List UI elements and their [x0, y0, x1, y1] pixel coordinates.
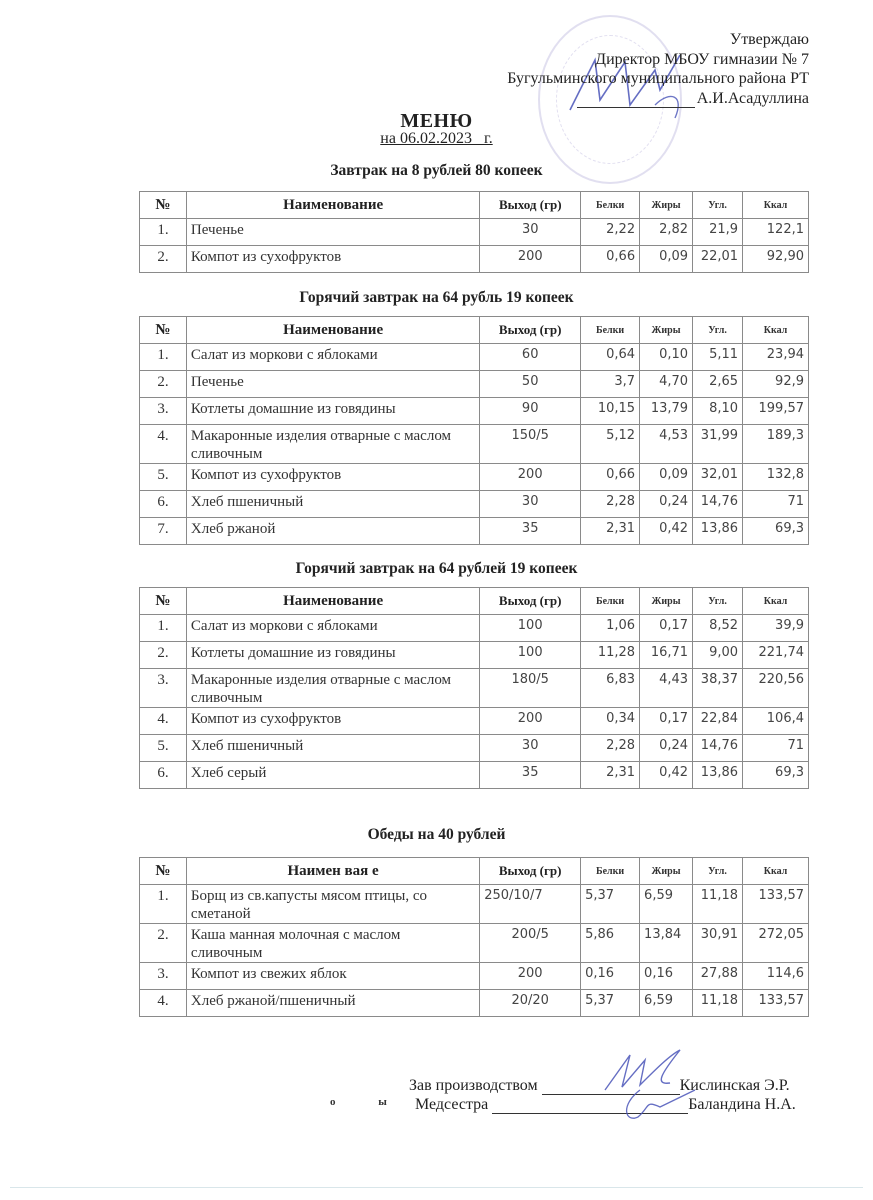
item-name: Хлеб пшеничный	[186, 735, 479, 762]
item-kcal: 69,3	[743, 518, 809, 545]
row-number: 2.	[140, 371, 187, 398]
col-num: №	[140, 858, 187, 885]
item-fat: 4,43	[640, 669, 693, 708]
item-yield: 50	[480, 371, 581, 398]
row-number: 3.	[140, 963, 187, 990]
item-carbs: 38,37	[693, 669, 743, 708]
approval-line-3: Бугульминского муниципального района РТ	[507, 70, 809, 87]
row-number: 6.	[140, 762, 187, 789]
item-kcal: 69,3	[743, 762, 809, 789]
director-name: А.И.Асадуллина	[696, 89, 809, 107]
table-row	[140, 990, 809, 1017]
item-carbs: 11,18	[693, 990, 743, 1017]
section-title-hot-breakfast-2: Горячий завтрак на 64 рублей 19 копеек	[295, 560, 578, 577]
item-name: Компот из свежих яблок	[186, 963, 479, 990]
row-number: 4.	[140, 990, 187, 1017]
table-row	[140, 344, 809, 371]
item-carbs: 32,01	[693, 464, 743, 491]
menu-table-breakfast	[139, 191, 809, 273]
item-kcal: 71	[743, 735, 809, 762]
col-carbs: Угл.	[693, 317, 743, 344]
col-protein: Белки	[581, 192, 640, 219]
table-row	[140, 518, 809, 545]
item-yield: 100	[480, 642, 581, 669]
table-row	[140, 615, 809, 642]
table-row	[140, 398, 809, 425]
item-yield: 35	[480, 762, 581, 789]
col-yield: Выход (гр)	[480, 858, 581, 885]
item-yield: 200	[480, 464, 581, 491]
item-name: Печенье	[186, 219, 479, 246]
item-protein: 2,28	[581, 491, 640, 518]
item-protein: 6,83	[581, 669, 640, 708]
col-yield: Выход (гр)	[480, 317, 581, 344]
item-kcal: 133,57	[743, 990, 809, 1017]
item-name: Макаронные изделия отварные с маслом сливочным	[186, 669, 479, 708]
approval-line-2: Директор МБОУ гимназии № 7	[595, 50, 809, 68]
item-protein: 10,15	[581, 398, 640, 425]
item-name: Хлеб серый	[186, 762, 479, 789]
item-protein: 0,66	[581, 464, 640, 491]
menu-date-text: на 06.02.2023_ г.	[380, 130, 493, 147]
item-fat: 0,24	[640, 735, 693, 762]
item-fat: 13,84	[640, 924, 693, 963]
item-name: Борщ из св.капусты мясом птицы, со сметаной	[186, 885, 479, 924]
item-fat: 0,10	[640, 344, 693, 371]
row-number: 1.	[140, 615, 187, 642]
item-protein: 0,64	[581, 344, 640, 371]
item-fat: 6,59	[640, 990, 693, 1017]
item-name: Хлеб пшеничный	[186, 491, 479, 518]
item-kcal: 39,9	[743, 615, 809, 642]
col-name: Наименование	[186, 588, 479, 615]
item-carbs: 14,76	[693, 735, 743, 762]
col-fat: Жиры	[640, 588, 693, 615]
item-name: Печенье	[186, 371, 479, 398]
approval-block	[507, 30, 809, 108]
table-row	[140, 464, 809, 491]
signature-line	[577, 93, 695, 108]
col-fat: Жиры	[640, 858, 693, 885]
col-num: №	[140, 192, 187, 219]
table-row	[140, 963, 809, 990]
table-row	[140, 219, 809, 246]
item-fat: 0,24	[640, 491, 693, 518]
item-carbs: 2,65	[693, 371, 743, 398]
item-yield: 200	[480, 246, 581, 273]
page-title: МЕНЮ	[400, 110, 473, 132]
item-kcal: 272,05	[743, 924, 809, 963]
menu-table-hot-breakfast-2	[139, 587, 809, 789]
item-fat: 16,71	[640, 642, 693, 669]
table-row	[140, 735, 809, 762]
item-fat: 0,09	[640, 464, 693, 491]
stray-marks: о ы	[330, 1096, 407, 1108]
approval-line-4	[507, 89, 809, 109]
table-row	[140, 762, 809, 789]
col-kcal: Ккал	[743, 588, 809, 615]
item-protein: 5,37	[581, 990, 640, 1017]
item-protein: 0,16	[581, 963, 640, 990]
row-number: 2.	[140, 642, 187, 669]
item-carbs: 11,18	[693, 885, 743, 924]
item-kcal: 221,74	[743, 642, 809, 669]
col-yield: Выход (гр)	[480, 588, 581, 615]
item-kcal: 220,56	[743, 669, 809, 708]
row-number: 4.	[140, 425, 187, 464]
item-yield: 250/10/7	[480, 885, 581, 924]
item-kcal: 122,1	[743, 219, 809, 246]
item-protein: 2,31	[581, 762, 640, 789]
row-number: 5.	[140, 464, 187, 491]
row-number: 1.	[140, 344, 187, 371]
col-name: Наимен вая е	[186, 858, 479, 885]
item-name: Салат из моркови с яблоками	[186, 615, 479, 642]
col-carbs: Угл.	[693, 858, 743, 885]
item-name: Котлеты домашние из говядины	[186, 398, 479, 425]
col-kcal: Ккал	[743, 192, 809, 219]
item-carbs: 30,91	[693, 924, 743, 963]
item-carbs: 8,10	[693, 398, 743, 425]
item-name: Компот из сухофруктов	[186, 708, 479, 735]
item-fat: 0,42	[640, 518, 693, 545]
row-number: 5.	[140, 735, 187, 762]
item-protein: 3,7	[581, 371, 640, 398]
col-fat: Жиры	[640, 317, 693, 344]
table-row	[140, 425, 809, 464]
menu-table-lunch	[139, 857, 809, 1017]
item-yield: 30	[480, 735, 581, 762]
item-kcal: 133,57	[743, 885, 809, 924]
staff-signature	[600, 1045, 710, 1125]
item-name: Салат из моркови с яблоками	[186, 344, 479, 371]
item-kcal: 114,6	[743, 963, 809, 990]
item-name: Макаронные изделия отварные с маслом сливочным	[186, 425, 479, 464]
col-yield: Выход (гр)	[480, 192, 581, 219]
item-name: Каша манная молочная с маслом сливочным	[186, 924, 479, 963]
item-name: Хлеб ржаной/пшеничный	[186, 990, 479, 1017]
item-carbs: 13,86	[693, 518, 743, 545]
table-row	[140, 246, 809, 273]
item-fat: 0,16	[640, 963, 693, 990]
item-yield: 200/5	[480, 924, 581, 963]
item-name: Компот из сухофруктов	[186, 464, 479, 491]
col-carbs: Угл.	[693, 588, 743, 615]
item-protein: 0,66	[581, 246, 640, 273]
item-yield: 150/5	[480, 425, 581, 464]
row-number: 6.	[140, 491, 187, 518]
table-header	[140, 317, 809, 344]
item-kcal: 92,9	[743, 371, 809, 398]
section-title-breakfast: Завтрак на 8 рублей 80 копеек	[330, 162, 543, 179]
item-kcal: 71	[743, 491, 809, 518]
item-name: Хлеб ржаной	[186, 518, 479, 545]
item-kcal: 132,8	[743, 464, 809, 491]
table-row	[140, 491, 809, 518]
table-row	[140, 708, 809, 735]
row-number: 3.	[140, 398, 187, 425]
table-row	[140, 924, 809, 963]
item-yield: 90	[480, 398, 581, 425]
row-number: 7.	[140, 518, 187, 545]
item-yield: 60	[480, 344, 581, 371]
row-number: 2.	[140, 924, 187, 963]
item-fat: 0,42	[640, 762, 693, 789]
item-yield: 30	[480, 491, 581, 518]
item-carbs: 8,52	[693, 615, 743, 642]
item-fat: 2,82	[640, 219, 693, 246]
item-name: Компот из сухофруктов	[186, 246, 479, 273]
row-number: 1.	[140, 885, 187, 924]
row-number: 3.	[140, 669, 187, 708]
item-carbs: 31,99	[693, 425, 743, 464]
item-carbs: 5,11	[693, 344, 743, 371]
menu-date	[0, 130, 873, 148]
item-protein: 11,28	[581, 642, 640, 669]
item-fat: 13,79	[640, 398, 693, 425]
table-header	[140, 192, 809, 219]
item-carbs: 14,76	[693, 491, 743, 518]
item-fat: 0,17	[640, 615, 693, 642]
scan-edge-line	[10, 1187, 863, 1188]
item-protein: 5,37	[581, 885, 640, 924]
item-carbs: 22,01	[693, 246, 743, 273]
item-yield: 30	[480, 219, 581, 246]
table-row	[140, 642, 809, 669]
production-role: Зав производством	[409, 1077, 538, 1094]
col-name: Наименование	[186, 192, 479, 219]
approval-line-1: Утверждаю	[729, 31, 809, 48]
table-header	[140, 588, 809, 615]
item-yield: 180/5	[480, 669, 581, 708]
item-protein: 2,31	[581, 518, 640, 545]
row-number: 4.	[140, 708, 187, 735]
section-title-lunch: Обеды на 40 рублей	[367, 826, 506, 843]
item-fat: 0,17	[640, 708, 693, 735]
table-row	[140, 371, 809, 398]
item-fat: 4,53	[640, 425, 693, 464]
item-yield: 200	[480, 963, 581, 990]
col-name: Наименование	[186, 317, 479, 344]
item-protein: 5,12	[581, 425, 640, 464]
item-fat: 4,70	[640, 371, 693, 398]
col-kcal: Ккал	[743, 317, 809, 344]
item-carbs: 21,9	[693, 219, 743, 246]
item-protein: 5,86	[581, 924, 640, 963]
item-kcal: 23,94	[743, 344, 809, 371]
item-carbs: 27,88	[693, 963, 743, 990]
item-protein: 2,22	[581, 219, 640, 246]
table-header	[140, 858, 809, 885]
item-name: Котлеты домашние из говядины	[186, 642, 479, 669]
col-protein: Белки	[581, 588, 640, 615]
item-carbs: 9,00	[693, 642, 743, 669]
col-fat: Жиры	[640, 192, 693, 219]
item-protein: 2,28	[581, 735, 640, 762]
item-yield: 100	[480, 615, 581, 642]
col-num: №	[140, 588, 187, 615]
col-num: №	[140, 317, 187, 344]
table-row	[140, 669, 809, 708]
col-carbs: Угл.	[693, 192, 743, 219]
col-kcal: Ккал	[743, 858, 809, 885]
nurse-role: Медсестра	[415, 1096, 489, 1113]
row-number: 1.	[140, 219, 187, 246]
item-yield: 35	[480, 518, 581, 545]
item-kcal: 106,4	[743, 708, 809, 735]
col-protein: Белки	[581, 858, 640, 885]
col-protein: Белки	[581, 317, 640, 344]
item-protein: 0,34	[581, 708, 640, 735]
item-carbs: 22,84	[693, 708, 743, 735]
item-fat: 6,59	[640, 885, 693, 924]
production-name: Кислинская Э.Р.	[679, 1077, 790, 1094]
item-yield: 20/20	[480, 990, 581, 1017]
nurse-name: Баландина Н.А.	[688, 1096, 796, 1113]
item-carbs: 13,86	[693, 762, 743, 789]
item-kcal: 92,90	[743, 246, 809, 273]
item-kcal: 199,57	[743, 398, 809, 425]
menu-table-hot-breakfast-1	[139, 316, 809, 545]
item-fat: 0,09	[640, 246, 693, 273]
section-title-hot-breakfast-1: Горячий завтрак на 64 рубль 19 копеек	[299, 289, 574, 306]
table-row	[140, 885, 809, 924]
row-number: 2.	[140, 246, 187, 273]
item-kcal: 189,3	[743, 425, 809, 464]
item-yield: 200	[480, 708, 581, 735]
item-protein: 1,06	[581, 615, 640, 642]
